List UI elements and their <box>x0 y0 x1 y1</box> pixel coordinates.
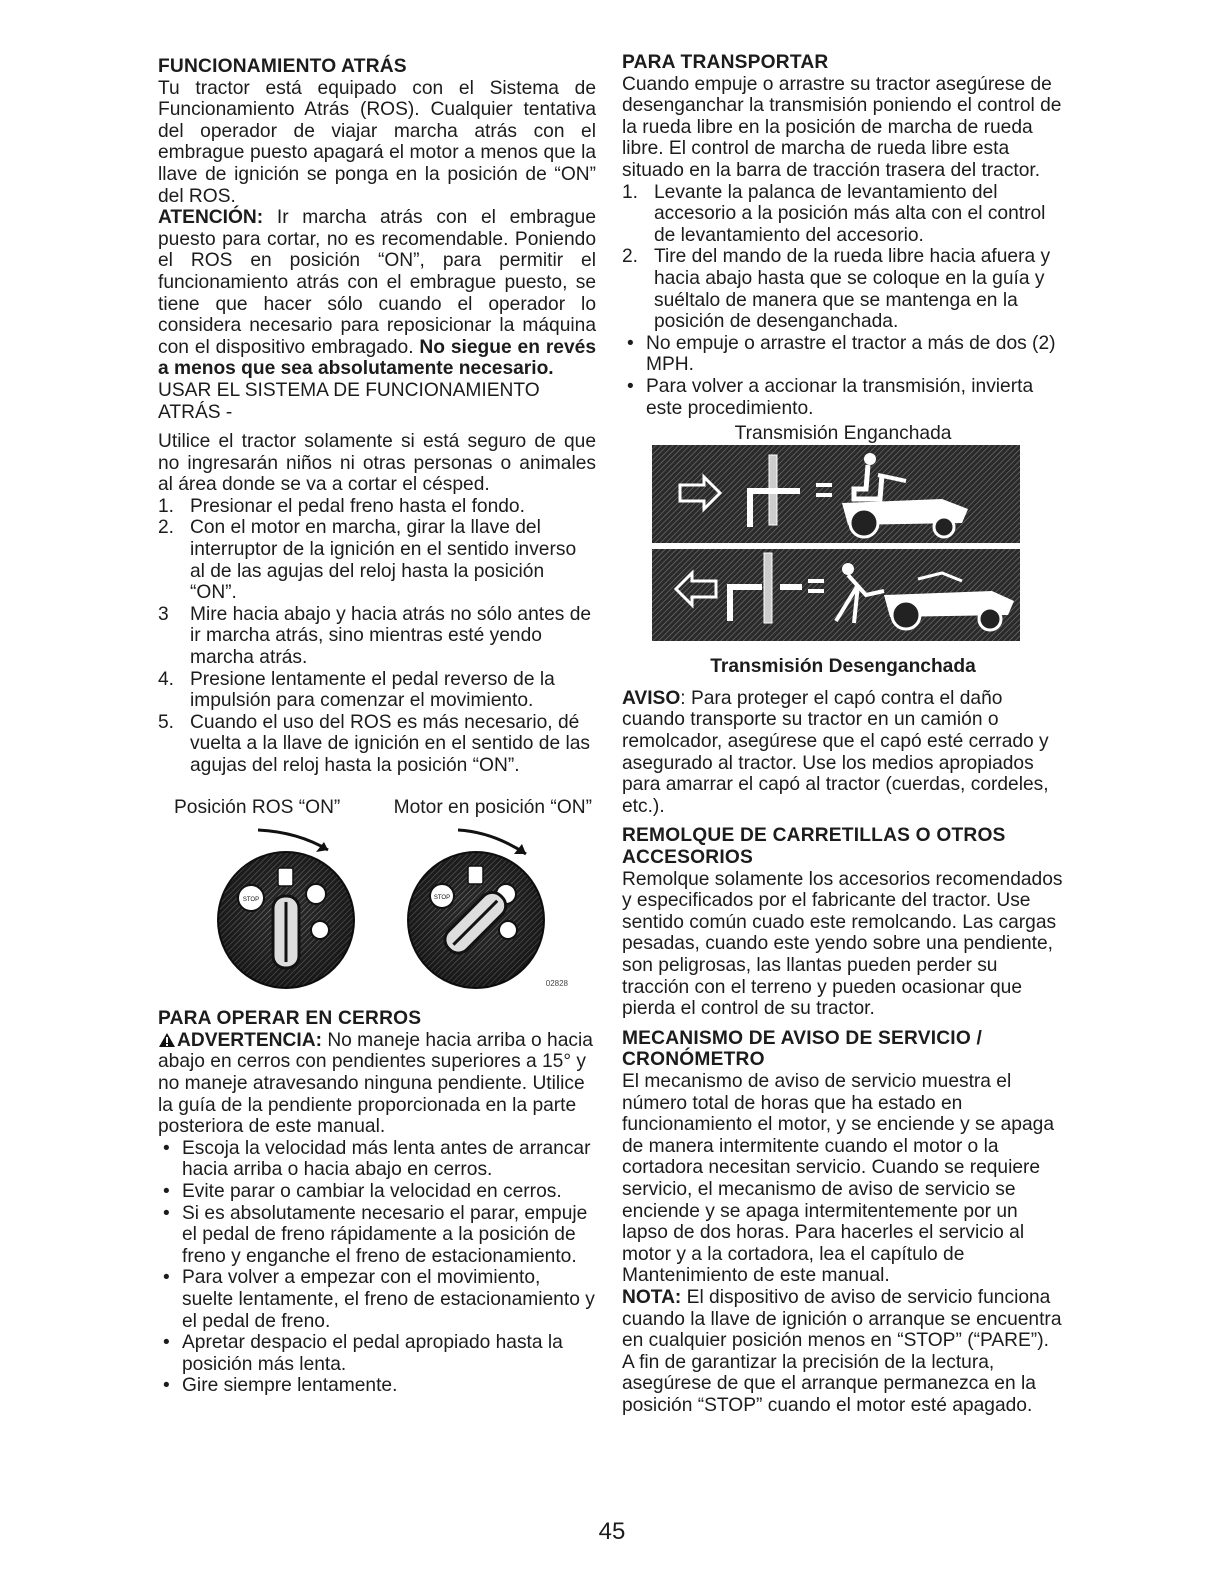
ignition-figure <box>158 818 596 998</box>
warning-label: ADVERTENCIA: <box>177 1029 322 1051</box>
notice-text: : Para proteger el capó contra el daño cuando transporte su tractor en un camión o remolcador, asegúrese que el capó esté cerrado y asegurado al tractor. Use los medios apropiados para amarrar el capó al tractor (cuerdas, cordeles, etc.). <box>622 687 1049 817</box>
transmission-engaged-panel <box>652 445 1020 543</box>
step-number: 3 <box>158 603 169 625</box>
hills-bullet-list <box>158 1138 596 1397</box>
towing-text: Remolque solamente los accesorios recomendados y especificados por el fabricante del tractor. Use sentido común cuado este remolcando. Las cargas pesadas, cuando este yendo sobre una pendiente, son peligrosas, las llantas pueden perder su tracción con el terreno y pueden ocasionar que pierda el control de su tractor. <box>622 868 1063 1020</box>
towing-heading: REMOLQUE DE CARRETILLAS O OTROS ACCESORIOS <box>622 825 1006 869</box>
attention-text: Ir marcha atrás con el embrague puesto para cortar, no es recomendable. Poniendo el ROS en posición “ON”, para permitir el funcionamiento atrás con el embrague puesto, se tiene que hacer sólo cuando el operador lo considera necesario para reposicionar la máquina con el dispositivo embragado. <box>158 207 596 358</box>
ignition-dial-ros-on <box>218 830 354 988</box>
transport-heading: PARA TRANSPORTAR <box>622 52 829 73</box>
service-text: El mecanismo de aviso de servicio muestra el número total de horas que ha estado en funcionamiento el motor, y se enciende y se apaga de manera intermitente cuando el motor o la cortadora necesitan servicio. Cuando se requiere servicio, el mecanismo de aviso de servicio se enciende y se apaga intermitentemente por un lapso de dos horas. Para hacerles el servicio al motor y a la cortadora, lea el capítulo de Mantenimiento de este manual. <box>622 1070 1054 1287</box>
left-column <box>158 56 596 1397</box>
list-item: • Evite parar o cambiar la velocidad en cerros. <box>158 1181 596 1203</box>
step-number: 1. <box>158 495 175 517</box>
step-number: 2. <box>622 246 639 268</box>
start-position-icon <box>499 921 517 939</box>
list-item <box>158 669 596 712</box>
attention-bold: No siegue en revés a menos que sea absolutamente necesario. <box>158 336 596 380</box>
list-item <box>622 246 1064 332</box>
notice-paragraph <box>622 688 1064 818</box>
step-text: Mire hacia abajo y hacia atrás no sólo antes de ir marcha atrás, sino mientras esté yendo marcha atrás. <box>190 603 592 669</box>
stop-label: STOP <box>433 895 451 902</box>
run-position-icon <box>468 866 483 884</box>
stop-label: STOP <box>242 897 260 904</box>
list-item: • Gire siempre lentamente. <box>158 1375 596 1397</box>
list-item <box>622 182 1064 247</box>
step-text: Presionar el pedal freno hasta el fondo. <box>190 495 525 517</box>
list-item <box>158 517 596 603</box>
on-position-icon <box>306 884 326 904</box>
list-item: • Si es absolutamente necesario el parar, empuje el pedal de freno rápidamente a la posición de freno y enganche el freno de estacionamiento. <box>158 1203 596 1268</box>
spacer <box>622 678 1064 686</box>
note-paragraph <box>622 1287 1064 1417</box>
caption-motor-on: Motor en posición “ON” <box>393 796 592 818</box>
transmission-disengaged-panel <box>652 549 1020 641</box>
ignition-switch-illustration <box>158 818 596 998</box>
list-item <box>158 496 596 518</box>
start-position-icon <box>311 921 329 939</box>
page-number: 45 <box>598 1518 626 1545</box>
list-item: • Apretar despacio el pedal apropiado hasta la posición más lenta. <box>158 1332 596 1375</box>
ros-heading: FUNCIONAMIENTO ATRÁS <box>158 56 407 77</box>
rotation-arrow-icon <box>258 830 328 850</box>
transport-steps-list <box>622 182 1064 333</box>
list-item: • Para volver a accionar la transmisión, invierta este procedimiento. <box>622 376 1064 419</box>
transmission-figure <box>622 423 1064 678</box>
warning-paragraph <box>158 1030 596 1138</box>
step-text: Tire del mando de la rueda libre hacia afuera y hacia abajo hasta que se coloque en la guía y suéltalo de manera que se mantenga en la posición de desenganchada. <box>654 246 1051 333</box>
right-column <box>622 52 1064 1416</box>
notice-label: AVISO <box>622 687 681 709</box>
list-item: • Para volver a empezar con el movimiento, suelte lentamente, el freno de estacionamiento y el pedal de freno. <box>158 1267 596 1332</box>
service-heading: MECANISMO DE AVISO DE SERVICIO / CRONÓMETRO <box>622 1027 982 1071</box>
note-label: NOTA: <box>622 1286 682 1308</box>
step-text: Con el motor en marcha, girar la llave del interruptor de la ignición en el sentido inverso al de las agujas del reloj hasta la posición “ON”. <box>190 517 577 604</box>
spacer <box>622 1020 1064 1028</box>
caption-ros-on: Posición ROS “ON” <box>174 796 341 818</box>
attention-paragraph <box>158 207 596 380</box>
ros-intro: Tu tractor está equipado con el Sistema de Funcionamiento Atrás (ROS). Cualquier tentativa del operador de viajar marcha atrás con el embrague puesto apagará el motor a menos que la llave de ignición se ponga en la posición de “ON” del ROS. <box>158 77 596 207</box>
ros-steps-list <box>158 496 596 777</box>
step-number: 1. <box>622 181 639 203</box>
caption-engaged: Transmisión Enganchada <box>734 423 952 445</box>
rotation-arrow-icon <box>458 830 526 854</box>
warning-icon <box>158 1032 176 1048</box>
list-item: • Escoja la velocidad más lenta antes de arrancar hacia arriba o hacia abajo en cerros. <box>158 1138 596 1181</box>
attention-label: ATENCIÓN: <box>158 207 264 229</box>
list-item <box>158 712 596 777</box>
figure-code: 02828 <box>545 979 568 989</box>
equals-sign-icon <box>808 579 824 583</box>
transport-intro: Cuando empuje o arrastre su tractor asegúrese de desenganchar la transmisión poniendo el control de la rueda libre en la posición de marcha de rueda libre. El control de marcha de rueda libre esta situado en la barra de tracción trasera del tractor. <box>622 73 1062 181</box>
step-text: Presione lentamente el pedal reverso de la impulsión para comenzar el movimiento. <box>190 668 555 712</box>
step-number: 5. <box>158 711 175 733</box>
run-position-icon <box>278 868 293 886</box>
hills-heading: PARA OPERAR EN CERROS <box>158 1008 422 1030</box>
list-item: • No empuje o arrastre el tractor a más de dos (2) MPH. <box>622 333 1064 376</box>
note-text: El dispositivo de aviso de servicio funciona cuando la llave de ignición o arranque se encuentra en cualquier posición menos en “STOP” (“PARE”). A fin de garantizar la precisión de la lectura, asegúrese de que el arranque permanezca en la posición “STOP” cuando el motor esté apagado. <box>622 1286 1062 1416</box>
use-ros-heading: USAR EL SISTEMA DE FUNCIONAMIENTO ATRÁS - <box>158 379 540 423</box>
use-ros-intro: Utilice el tractor solamente si está seguro de que no ingresarán niños ni otras personas o animales al área donde se va a cortar el césped. <box>158 431 596 496</box>
transmission-illustration <box>622 445 1064 645</box>
step-text: Levante la palanca de levantamiento del accesorio a la posición más alta con el control de levantamiento del accesorio. <box>654 181 1046 246</box>
ignition-dial-motor-on <box>408 830 569 988</box>
step-text: Cuando el uso del ROS es más necesario, dé vuelta a la llave de ignición en el sentido de las agujas del reloj hasta la posición “ON”. <box>190 711 591 776</box>
step-number: 2. <box>158 517 175 539</box>
step-number: 4. <box>158 668 175 690</box>
transport-bullet-list <box>622 333 1064 419</box>
equals-sign-icon <box>816 483 832 487</box>
list-item <box>158 604 596 669</box>
caption-disengaged: Transmisión Desenganchada <box>710 656 976 678</box>
spacer <box>622 817 1064 825</box>
spacer <box>158 423 596 431</box>
ignition-figure-captions <box>158 797 596 819</box>
warning-text: No maneje hacia arriba o hacia abajo en cerros con pendientes superiores a 15° y no maneje atravesando ninguna pendiente. Utilice la guía de la pendiente proporcionada en la parte posteriora de este manual. <box>158 1029 593 1138</box>
